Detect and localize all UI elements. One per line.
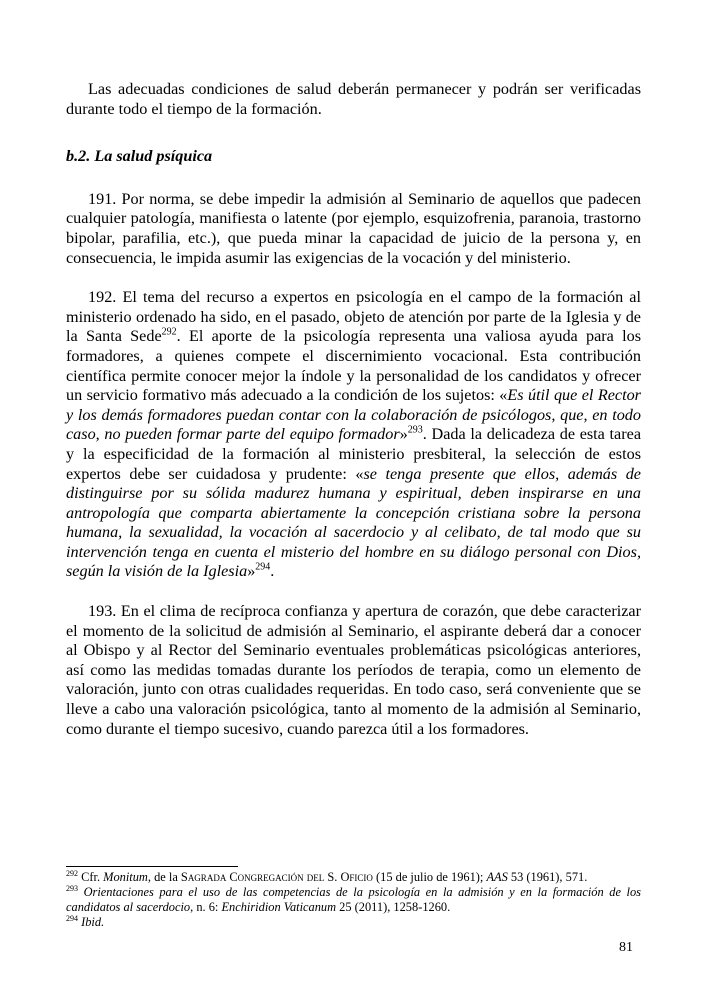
footnote-292	[66, 870, 641, 885]
p192-text-b: . El aporte de la psicología representa una valiosa ayuda para los formadores, a quienes compete el discernimiento vocacional. Esta contribución científica permite conocer mejor la índole y la personalidad de los candidatos y ofrecer un servicio formativo más adecuado a la condición de los sujetos: «	[66, 327, 641, 405]
page-number: 81	[619, 940, 633, 955]
paragraph-191: 191. Por norma, se debe impedir la admisión al Seminario de aquellos que padecen cualquier patología, manifiesta o latente (por ejemplo, esquizofrenia, paranoia, trastorno bipolar, parafilia, etc.), que pueda minar la capacidad de juicio de la persona y, en consecuencia, le impida asumir las exigencias de la vocación y del ministerio.	[66, 189, 641, 267]
footnote-292-aas: AAS	[486, 870, 508, 884]
footnote-ref-293: 293	[407, 424, 423, 436]
footnote-293-mid: , n. 6:	[190, 900, 222, 914]
footnote-292-congregation: Sagrada Congregación del S. Oficio	[180, 870, 373, 884]
footnote-292-title: Monitum	[103, 870, 148, 884]
footnote-294-text: Ibid.	[81, 915, 105, 929]
p192-text-c: . Dada la delicadeza de esta tarea y la especificidad de la formación al ministerio presbiteral, la selección de estos expertos debe ser cuidadosa y prudente: «	[66, 425, 642, 483]
footnote-293-post: 25 (2011), 1258-1260.	[336, 900, 451, 914]
footnote-293-enchiridion: Enchiridion Vaticanum	[221, 900, 337, 914]
footnote-292-date: (15 de julio de 1961);	[372, 870, 487, 884]
footnote-ref-292: 292	[161, 326, 177, 338]
p192-quote-1: Es útil que el Rector y los demás formadores puedan contar con la colaboración de psicólogos, que, en todo caso, no pueden formar parte del equipo formador	[66, 386, 641, 444]
footnote-294	[66, 915, 641, 930]
paragraph-health-conditions: Las adecuadas condiciones de salud deberán permanecer y podrán ser verificadas durante todo el tiempo de la formación.	[66, 80, 641, 118]
footnote-292-mid: , de la	[147, 870, 181, 884]
p192-close-quote-2: »	[247, 562, 256, 581]
footnote-divider	[66, 866, 238, 867]
footnotes	[66, 870, 641, 930]
p192-close-quote-1: »	[399, 425, 408, 444]
p192-quote-2: se tenga presente que ellos, además de distinguirse por su sólida madurez humana y espiritual, deben inspirarse en una antropología que comparta abiertamente la concepción cristiana sobre la persona humana, la sexualidad, la vocación al sacerdocio y al celibato, de tal modo que su intervención tenga en cuenta el misterio del hombre en su diálogo personal con Dios, según la visión de la Iglesia	[66, 464, 641, 581]
section-heading: b.2. La salud psíquica	[66, 147, 213, 166]
paragraph-192	[66, 288, 641, 582]
paragraph-193: 193. En el clima de recíproca confianza y apertura de corazón, que debe caracterizar el momento de la solicitud de admisión al Seminario, el aspirante deberá dar a conocer al Obispo y al Rector del Seminario eventuales problemáticas psicológicas anteriores, así como las medidas tomadas durante los períodos de terapia, como un elemento de valoración, junto con otras cualidades requeridas. En todo caso, será conveniente que se lleve a cabo una valoración psicológica, tanto al momento de la admisión al Seminario, como durante el tiempo sucesivo, cuando parezca útil a los formadores.	[66, 602, 641, 738]
footnote-293	[66, 885, 641, 915]
footnote-293-title: Orientaciones para el uso de las competencias de la psicología en la admisión y en la formación de los candidatos al sacerdocio	[66, 885, 641, 914]
document-page	[66, 80, 641, 739]
p192-text-a: 192. El tema del recurso a expertos en psicología en el campo de la formación al ministerio ordenado ha sido, en el pasado, objeto de atención por parte de la Iglesia y de la Santa Sede	[66, 288, 641, 346]
footnote-ref-294: 294	[255, 562, 271, 574]
footnote-292-post: 53 (1961), 571.	[507, 870, 588, 884]
footnote-294-number: 294	[66, 913, 78, 923]
p192-text-d: .	[270, 562, 275, 581]
footnote-293-number: 293	[66, 883, 78, 893]
footnote-292-number: 292	[66, 868, 78, 878]
footnote-292-pre: Cfr.	[81, 870, 104, 884]
